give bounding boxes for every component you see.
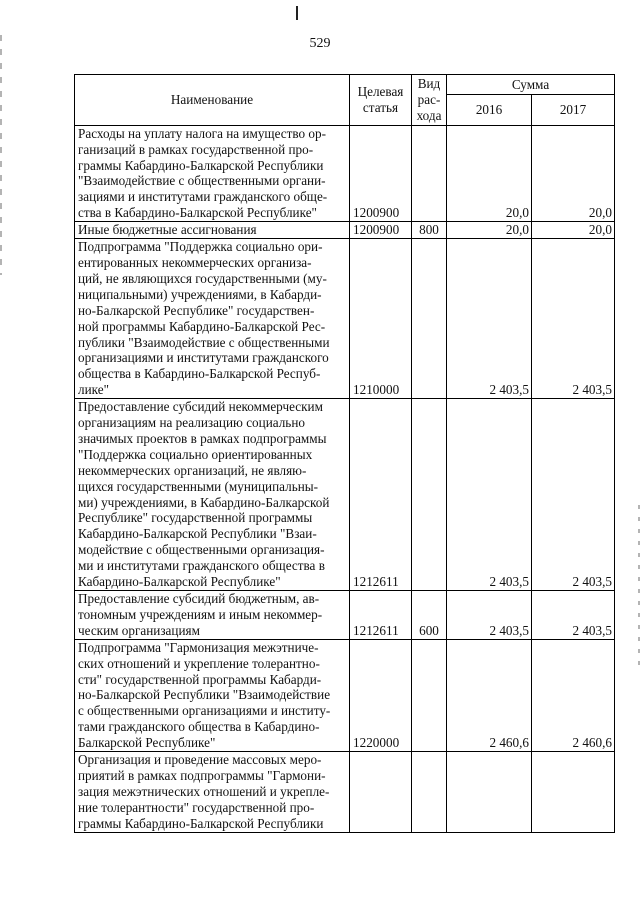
- row-name-line: ства в Кабардино-Балкарской Республике": [78, 205, 317, 221]
- header-vid-line: рас-: [417, 91, 441, 107]
- header-year-2017: 2017: [532, 95, 615, 125]
- row-name-line: Подпрограмма "Поддержка социально ори-: [78, 239, 323, 255]
- row-vid-cell: 600: [412, 591, 447, 640]
- row-sum-2017-cell: [532, 752, 615, 833]
- row-name-line: тономным учреждениям и иным некоммер-: [78, 606, 323, 622]
- row-name-line: граммы Кабардино-Балкарской Республики: [78, 157, 324, 173]
- row-name-line: ческим организациям: [78, 622, 200, 638]
- row-name-line: ниципальными) учреждениями, в Кабарди-: [78, 286, 322, 302]
- row-name-line: Организация и проведение массовых меро-: [78, 752, 322, 768]
- row-vid-cell: [412, 125, 447, 221]
- row-sum-2017-cell: 2 403,5: [532, 399, 615, 591]
- row-name-line: организациям на реализацию социально: [78, 415, 305, 431]
- row-name-cell: [75, 591, 350, 640]
- row-name-cell: [75, 239, 350, 399]
- scan-edge-left: [0, 35, 2, 275]
- row-sum-2016-cell: [447, 752, 532, 833]
- row-sum-2016-cell: 20,0: [447, 125, 532, 221]
- header-sum: Сумма: [447, 75, 615, 95]
- row-sum-2017-cell: 20,0: [532, 125, 615, 221]
- row-name-line: Кабардино-Балкарской Республики "Взаи-: [78, 526, 317, 542]
- row-name-line: Балкарской Республике": [78, 735, 216, 751]
- row-name-line: Республике" государственной программы: [78, 510, 313, 526]
- row-article-cell: 1200900: [350, 125, 412, 221]
- row-name-line: ганизаций в рамках государственной про-: [78, 141, 314, 157]
- row-name-line: Иные бюджетные ассигнования: [78, 222, 257, 238]
- table-header: [75, 75, 615, 126]
- row-sum-2016-cell: 2 403,5: [447, 591, 532, 640]
- row-article-cell: 1210000: [350, 239, 412, 399]
- row-sum-2017-cell: 20,0: [532, 222, 615, 239]
- table-row: [75, 591, 615, 640]
- row-name-line: ских отношений и укрепление толерантно-: [78, 655, 320, 671]
- row-sum-2017-cell: 2 403,5: [532, 239, 615, 399]
- row-name-cell: [75, 639, 350, 751]
- header-year-2016: 2016: [447, 95, 532, 125]
- row-name-line: лике": [78, 382, 109, 398]
- row-name-line: с общественными организациями и институ-: [78, 703, 331, 719]
- row-name-line: сти" государственной программы Кабарди-: [78, 671, 322, 687]
- row-vid-cell: [412, 239, 447, 399]
- row-name-line: "Взаимодействие с общественными органи-: [78, 173, 326, 189]
- row-name-line: ми) учреждениями, в Кабардино-Балкарской: [78, 494, 330, 510]
- row-name-line: приятий в рамках подпрограммы "Гармони-: [78, 767, 326, 783]
- header-article-line: Целевая: [357, 83, 404, 99]
- row-sum-2016-cell: 2 403,5: [447, 399, 532, 591]
- row-name-line: организациями и институтами гражданского: [78, 350, 329, 366]
- row-vid-cell: 800: [412, 222, 447, 239]
- row-name-line: Расходы на уплату налога на имущество ор-: [78, 125, 326, 141]
- table-row: [75, 639, 615, 751]
- table-row: [75, 239, 615, 399]
- row-article-cell: 1200900: [350, 222, 412, 239]
- row-article-cell: 1220000: [350, 639, 412, 751]
- row-article-cell: [350, 752, 412, 833]
- row-name-cell: [75, 125, 350, 221]
- header-vid: [412, 75, 447, 126]
- row-vid-cell: [412, 639, 447, 751]
- row-name-line: ной программы Кабардино-Балкарской Рес-: [78, 318, 326, 334]
- row-name-line: модействие с общественными организация-: [78, 542, 325, 558]
- row-name-line: некоммерческих организаций, не являю-: [78, 462, 307, 478]
- row-name-line: Кабардино-Балкарской Республике": [78, 574, 281, 590]
- row-name-line: публики "Взаимодействие с общественными: [78, 334, 330, 350]
- row-name-line: Подпрограмма "Гармонизация межэтниче-: [78, 639, 319, 655]
- table-row: [75, 752, 615, 833]
- row-name-line: тами гражданского общества в Кабардино-: [78, 719, 320, 735]
- row-name-cell: [75, 222, 350, 239]
- row-name-line: щихся государственными (муниципальны-: [78, 478, 319, 494]
- row-vid-cell: [412, 752, 447, 833]
- header-article: [350, 75, 412, 126]
- row-name-line: Предоставление субсидий бюджетным, ав-: [78, 591, 320, 606]
- row-sum-2016-cell: 20,0: [447, 222, 532, 239]
- header-vid-line: Вид: [417, 76, 441, 91]
- row-article-cell: 1212611: [350, 399, 412, 591]
- row-name-line: "Поддержка социально ориентированных: [78, 446, 313, 462]
- row-name-line: граммы Кабардино-Балкарской Республики: [78, 815, 324, 831]
- header-name: Наименование: [75, 75, 350, 126]
- table-body: [75, 125, 615, 832]
- row-name-cell: [75, 399, 350, 591]
- row-name-line: значимых проектов в рамках подпрограммы: [78, 430, 327, 446]
- header-article-line: статья: [362, 99, 399, 115]
- page-number: 529: [309, 36, 331, 51]
- table-row: [75, 222, 615, 239]
- budget-table: [74, 74, 615, 833]
- row-name-line: ентированных некоммерческих организа-: [78, 254, 312, 270]
- row-name-line: но-Балкарской Республике" государствен-: [78, 302, 315, 318]
- row-name-line: общества в Кабардино-Балкарской Респуб-: [78, 366, 321, 382]
- row-name-cell: [75, 752, 350, 833]
- row-name-line: но-Балкарской Республики "Взаимодействие: [78, 687, 331, 703]
- row-name-line: Предоставление субсидий некоммерческим: [78, 399, 323, 415]
- row-sum-2017-cell: 2 403,5: [532, 591, 615, 640]
- row-sum-2016-cell: 2 403,5: [447, 239, 532, 399]
- row-sum-2016-cell: 2 460,6: [447, 639, 532, 751]
- scan-mark: [296, 6, 298, 20]
- row-article-cell: 1212611: [350, 591, 412, 640]
- row-vid-cell: [412, 399, 447, 591]
- table-row: [75, 399, 615, 591]
- table-row: [75, 125, 615, 221]
- header-vid-line: хода: [416, 107, 442, 123]
- row-name-line: ние толерантности" государственной про-: [78, 799, 315, 815]
- row-name-line: ми и институтами гражданского общества в: [78, 558, 325, 574]
- row-name-line: зациями и институтами гражданского обще-: [78, 189, 328, 205]
- row-sum-2017-cell: 2 460,6: [532, 639, 615, 751]
- row-name-line: ций, не являющихся государственными (му-: [78, 270, 327, 286]
- row-name-line: зация межэтнических отношений и укрепле-: [78, 783, 330, 799]
